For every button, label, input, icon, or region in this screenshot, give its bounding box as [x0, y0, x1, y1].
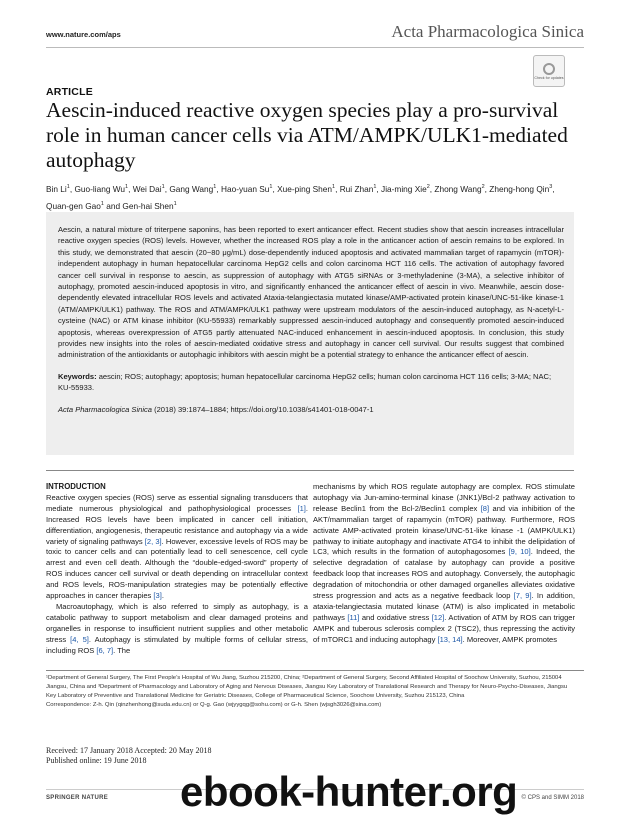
reference-link[interactable]: [11]: [347, 612, 360, 622]
article-title: Aescin-induced reactive oxygen species play a pro-survival role in human cancer cells via ATM/AMPK/ULK1-mediated autophagy: [46, 98, 568, 172]
site-url[interactable]: www.nature.com/aps: [46, 30, 121, 39]
author-affiliation-marker: 2: [426, 184, 430, 190]
author-affiliation-marker: 1: [66, 184, 70, 190]
received-accepted: Received: 17 January 2018 Accepted: 20 May 2018: [46, 746, 212, 755]
author-name: Quan-gen Gao: [46, 200, 101, 211]
author-affiliation-marker: 3: [549, 184, 553, 190]
abstract-box: [46, 212, 574, 455]
correspondence-text: Correspondence: Z-h. Qin (qinzhenhong@suda.edu.cn) or Q-g. Gao (wjyygqg@sohu.com) or G-h. Shen (wjsgh3026@sina.com): [46, 701, 382, 708]
author-name: Rui Zhan: [339, 183, 374, 194]
author-name: Xue-ping Shen: [277, 183, 332, 194]
keywords-text: aescin; ROS; autophagy; apoptosis; human hepatocellular carcinoma HepG2 cells; human colon carcinoma HCT 116 cells; 3-MA; NAC; KU-55933.: [58, 371, 552, 393]
reference-link[interactable]: [13, 14]: [437, 634, 463, 644]
author-affiliation-marker: 1: [269, 184, 273, 190]
reference-link[interactable]: [12]: [431, 612, 445, 622]
watermark: ebook-hunter.org: [180, 768, 518, 815]
reference-link[interactable]: [9, 10]: [508, 547, 531, 557]
author-affiliation-marker: 1: [100, 200, 104, 207]
author-name: Hao-yuan Su: [220, 183, 270, 194]
author-name: Gen-hai Shen: [122, 200, 174, 211]
affiliations-text: ¹Department of General Surgery, The First People’s Hospital of Wu Jiang, Suzhou 215200, China; ²Department of General Surgery, Second Affiliated Hospital of Soochow University, Suzhou, 215004 Jiangsu, China and ³Department of Pharmacology and Laboratory of Aging and Nervous Diseases, Jiangsu Key Laboratory of Translational Research and Therapy for Neuro-Psycho-Diseases, Jiangsu Key Laboratory of Preventive and Translational Medicine for Geriatric Diseases, College of Pharmaceutical Science, Soochow University, Suzhou 215123, China: [46, 675, 568, 699]
reference-link[interactable]: [6, 7]: [96, 645, 114, 655]
article-type-label: ARTICLE: [46, 86, 93, 98]
author-name: Guo-liang Wu: [74, 183, 126, 194]
citation-journal: Acta Pharmacologica Sinica: [58, 404, 152, 414]
author-affiliation-marker: 1: [173, 200, 177, 207]
affiliations: [46, 674, 576, 710]
reference-link[interactable]: [1]: [297, 503, 306, 513]
keywords-label: Keywords:: [58, 371, 97, 381]
citation-doi[interactable]: (2018) 39:1874–1884; https://doi.org/10.1038/s41401-018-0047-1: [154, 404, 374, 414]
header-divider: [46, 47, 584, 48]
publication-dates: [46, 746, 212, 766]
copyright: © CPS and SIMM 2018: [521, 795, 584, 801]
reference-link[interactable]: [7, 9]: [513, 591, 532, 601]
reference-link[interactable]: [4, 5]: [70, 634, 89, 644]
section-divider: [46, 470, 574, 471]
author-name: Bin Li: [46, 183, 67, 194]
author-name: Gang Wang: [169, 183, 214, 194]
author-affiliation-marker: 1: [332, 184, 336, 190]
author-affiliation-marker: 1: [125, 184, 129, 190]
check-for-updates-badge[interactable]: [533, 55, 565, 87]
reference-link[interactable]: [2, 3]: [144, 536, 162, 546]
keywords: [58, 371, 564, 394]
body-column-left: [46, 482, 308, 657]
author-affiliation-marker: 1: [161, 184, 165, 190]
body-column-right: [313, 482, 575, 646]
reference-link[interactable]: [3]: [153, 591, 162, 601]
author-affiliation-marker: 1: [373, 184, 377, 190]
check-updates-icon: [543, 63, 555, 75]
footnote-divider: [46, 670, 584, 671]
author-name: Zhong Wang: [434, 183, 482, 194]
published-online: Published online: 19 June 2018: [46, 756, 147, 765]
check-updates-label: Check for updates: [534, 75, 564, 80]
author-name: Zheng-hong Qin: [489, 183, 550, 194]
author-affiliation-marker: 1: [213, 184, 217, 190]
author-name: Jia-ming Xie: [381, 183, 427, 194]
author-name: Wei Dai: [132, 183, 162, 194]
author-affiliation-marker: 2: [481, 184, 485, 190]
citation: [58, 404, 564, 415]
paragraph: Reactive oxygen species (ROS) serve as essential signaling transducers that mediate numerous physiological and pathophysiological processes [1]. Increased ROS levels have been implicated in cancer cell initiation, differentiation, angiogenesis, therapeutic resistance and autophagy via a wide variety of signaling pathways [2, 3]. However, excessive levels of ROS may be toxic to cancer cells and can potentially lead to cell senescence, cell cycle arrest and even cell death. Although the “double-edged-sword” property of ROS induces cancer cell survival or death depending on intracellular context and ROS levels, ROS-manipulation strategies may be potentially effective approaches in cancer therapies [3].: [46, 492, 308, 601]
abstract-text: Aescin, a natural mixture of triterpene saponins, has been reported to exert anticancer effect. Recent studies show that aescin increases intracellular reactive oxygen species (ROS) levels. However, whether the increased ROS play a role in the anticancer action of aescin remains to be explored. In this study, we demonstrated that aescin (20−80 μg/mL) dose-dependently induced apoptosis and activated mammalian target of rapamycin (mTOR)-independent autophagy in human hepatocellular carcinoma HepG2 cells and colon carcinoma HCT 116 cells. The activation of autophagy favored cancer cell survival in response to aescin, as suppression of autophagy with ATG5 siRNAs or 3-methyladenine (3-MA), a selective inhibitor of autophagy, promoted aescin-induced apoptosis in vitro, and significantly enhanced the anticancer effect of aescin in vivo. Meanwhile, aescin dose-dependently elevated intracellular ROS levels and activated Ataxia-telangiectasia mutated kinase/AMP-activated protein kinase/UNC-51-like kinase-1 (ATM/AMPK/ULK1) pathway. The ROS and ATM/AMPK/ULK1 pathway were upstream modulators of the aescin-induced autophagy, as N-acetyl-L-cysteine (NAC) or ATM kinase inhibitor (KU-55933) remarkably suppressed aescin-induced autophagy and consequently promoted aescin-induced apoptosis, whereas overexpression of ATG5 partly attenuated NAC-induced enhancement in aescin-induced apoptosis. In conclusion, this study provides new insights into the roles of aescin-mediated oxidative stress and autophagy in cancer cell survival. Our results suggest that combined administration of the antioxidants or autophagic inhibitors with aescin might be a potential strategy to enhance the anticancer effect of aescin.: [58, 225, 564, 360]
paragraph: Macroautophagy, which is also referred to simply as autophagy, is a catabolic pathway to support metabolism and clear damaged proteins and organelles in response to insufficient nutrient supplies and other metabolic stress [4, 5]. Autophagy is stimulated by multiple forms of cellular stress, including ROS [6, 7]. The: [46, 601, 308, 655]
reference-link[interactable]: [8]: [480, 503, 490, 513]
introduction-heading: INTRODUCTION: [46, 482, 106, 491]
author-list: Bin Li$^1$, Guo-liang Wu$^1$, Wei Dai$^1$, Gang Wang$^1$, Hao-yuan Su$^1$, Xue-ping Shen$^1$, Rui Zhan$^1$, Jia-ming Xie$^2$, Zhong Wang$^2$, Zheng-hong Qin$^3$, Quan-gen Gao$^1$ and Gen-hai Shen$^1$: [46, 183, 555, 211]
publisher-logo: SPRINGER NATURE: [46, 795, 109, 801]
journal-name: Acta Pharmacologica Sinica: [391, 22, 584, 41]
paragraph: mechanisms by which ROS regulate autophagy are complex. ROS stimulate autophagy via Jun-amino-terminal kinase (JNK1)/Bcl-2 pathway activation to release Beclin1 from the Bcl-2/Beclin1 complex [8] and via inhibition of the AKT/mammalian target of rapamycin (mTOR) pathway. Furthermore, ROS activate AMP-activated protein kinase/UNC-51-like kinase -1 (AMPK/ULK1) pathway to initiate autophagy and inactivate ATG4 to inhibit the delipidation of LC3, which results in the formation of autophagosomes [9, 10]. Indeed, the selective degradation of catalase by autophagy can provide a positive feedback loop that increases ROS and autophagy. Conversely, the autophagic degradation of mitochondria or other damaged organelles alleviates oxidative stress progression and acts as a negative feedback loop [7, 9]. In addition, ataxia-telangiectasia mutated kinase (ATM) is also implicated in metabolic pathways [11] and oxidative stress [12]. Activation of ATM by ROS can trigger AMPK and tuberous sclerosis complex 2 (TSC2), thus repressing the activity of mTORC1 and inducing autophagy [13, 14]. Moreover, AMPK promotes: [313, 482, 576, 644]
